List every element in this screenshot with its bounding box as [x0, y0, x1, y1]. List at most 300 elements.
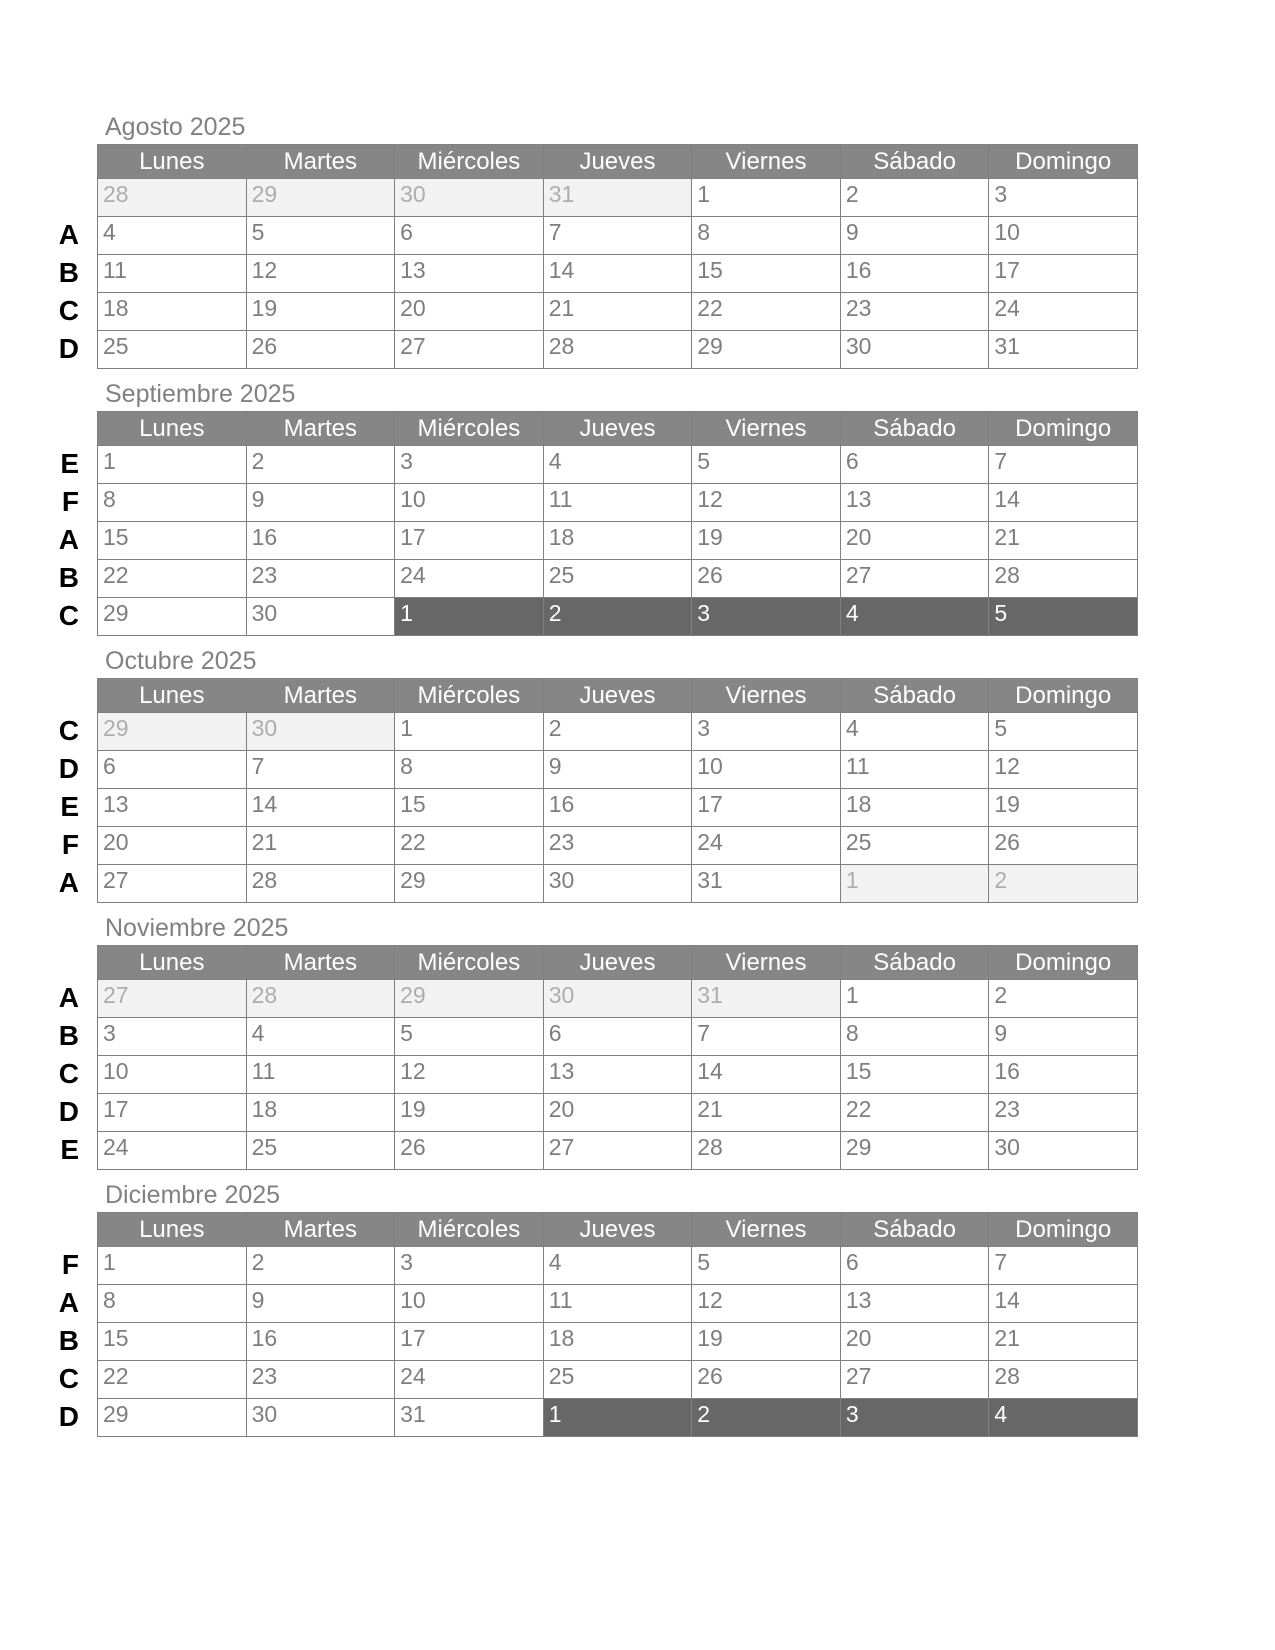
week-row — [98, 1247, 1138, 1285]
month-main — [97, 112, 1138, 369]
date-cell: 17 — [989, 255, 1138, 293]
weekday-header-row — [98, 946, 1138, 980]
calendar-table-body — [98, 1247, 1138, 1437]
date-cell: 13 — [543, 1056, 692, 1094]
date-cell: 13 — [98, 789, 247, 827]
week-letter-label: D — [58, 1401, 79, 1432]
weekday-header-cell: Jueves — [543, 1213, 692, 1247]
week-row — [98, 1399, 1138, 1437]
date-cell: 29 — [98, 598, 247, 636]
date-cell: 2 — [246, 446, 395, 484]
calendar-table — [97, 945, 1138, 1170]
date-cell: 2 — [840, 179, 989, 217]
month-title: Noviembre 2025 — [105, 914, 289, 942]
calendar-table-body — [98, 179, 1138, 369]
month-title: Octubre 2025 — [105, 647, 257, 675]
date-cell: 15 — [692, 255, 841, 293]
date-cell: 31 — [692, 980, 841, 1018]
date-cell: 18 — [98, 293, 247, 331]
weekday-header-cell: Domingo — [989, 145, 1138, 179]
date-cell: 16 — [246, 1323, 395, 1361]
date-cell: 30 — [543, 980, 692, 1018]
date-cell: 12 — [692, 1285, 841, 1323]
date-cell: 8 — [98, 1285, 247, 1323]
date-cell: 3 — [98, 1018, 247, 1056]
date-cell: 29 — [692, 331, 841, 369]
date-cell: 30 — [395, 179, 544, 217]
week-row — [98, 1285, 1138, 1323]
date-cell: 26 — [395, 1132, 544, 1170]
date-cell: 4 — [543, 1247, 692, 1285]
month-title: Septiembre 2025 — [105, 380, 296, 408]
weekday-header-cell: Domingo — [989, 679, 1138, 713]
date-cell: 14 — [989, 1285, 1138, 1323]
weekday-header-cell: Martes — [246, 145, 395, 179]
week-row — [98, 1018, 1138, 1056]
date-cell: 12 — [395, 1056, 544, 1094]
weekday-header-cell: Sábado — [840, 145, 989, 179]
date-cell: 13 — [395, 255, 544, 293]
date-cell: 7 — [989, 1247, 1138, 1285]
month-block — [0, 913, 1275, 1170]
month-main — [97, 646, 1138, 903]
date-cell: 14 — [989, 484, 1138, 522]
week-row — [98, 293, 1138, 331]
date-cell: 12 — [989, 751, 1138, 789]
date-cell: 12 — [246, 255, 395, 293]
weekday-header-cell: Viernes — [692, 679, 841, 713]
weekday-header-cell: Miércoles — [395, 946, 544, 980]
calendar-table-head — [98, 1213, 1138, 1247]
date-cell: 3 — [692, 598, 841, 636]
weekday-header-cell: Domingo — [989, 946, 1138, 980]
weekday-header-cell: Domingo — [989, 1213, 1138, 1247]
date-cell: 10 — [395, 484, 544, 522]
date-cell: 2 — [692, 1399, 841, 1437]
date-cell: 11 — [543, 1285, 692, 1323]
week-letter-label: A — [58, 982, 79, 1013]
week-row — [98, 179, 1138, 217]
months-container — [0, 112, 1275, 1437]
date-cell: 13 — [840, 1285, 989, 1323]
date-cell: 24 — [395, 560, 544, 598]
date-cell: 1 — [840, 865, 989, 903]
date-cell: 22 — [692, 293, 841, 331]
weekday-header-cell: Jueves — [543, 946, 692, 980]
weekday-header-cell: Lunes — [98, 946, 247, 980]
date-cell: 5 — [692, 1247, 841, 1285]
date-cell: 20 — [395, 293, 544, 331]
month-block — [0, 646, 1275, 903]
date-cell: 15 — [395, 789, 544, 827]
week-row — [98, 751, 1138, 789]
date-cell: 21 — [989, 1323, 1138, 1361]
week-row — [98, 865, 1138, 903]
month-main — [97, 1180, 1138, 1437]
month-title: Agosto 2025 — [105, 113, 246, 141]
date-cell: 25 — [543, 1361, 692, 1399]
date-cell: 19 — [246, 293, 395, 331]
date-cell: 31 — [989, 331, 1138, 369]
date-cell: 15 — [98, 522, 247, 560]
week-letter-gutter — [0, 1180, 97, 1437]
date-cell: 16 — [840, 255, 989, 293]
week-letter-label: B — [58, 1020, 79, 1051]
week-letter-label: A — [58, 1287, 79, 1318]
date-cell: 28 — [543, 331, 692, 369]
date-cell: 10 — [395, 1285, 544, 1323]
weekday-header-row — [98, 679, 1138, 713]
date-cell: 27 — [543, 1132, 692, 1170]
date-cell: 16 — [543, 789, 692, 827]
date-cell: 11 — [840, 751, 989, 789]
week-letter-label: E — [60, 1134, 79, 1165]
week-letter-label: A — [58, 867, 79, 898]
date-cell: 2 — [543, 713, 692, 751]
date-cell: 29 — [98, 713, 247, 751]
date-cell: 20 — [543, 1094, 692, 1132]
week-letter-label: F — [61, 486, 79, 517]
date-cell: 4 — [543, 446, 692, 484]
gutter-spacer — [0, 379, 97, 445]
date-cell: 7 — [543, 217, 692, 255]
date-cell: 6 — [840, 1247, 989, 1285]
date-cell: 11 — [543, 484, 692, 522]
date-cell: 28 — [246, 865, 395, 903]
weekday-header-cell: Lunes — [98, 679, 247, 713]
date-cell: 4 — [840, 598, 989, 636]
date-cell: 8 — [395, 751, 544, 789]
date-cell: 23 — [543, 827, 692, 865]
date-cell: 1 — [395, 598, 544, 636]
week-letter-label: D — [58, 753, 79, 784]
weekday-header-row — [98, 1213, 1138, 1247]
weekday-header-cell: Sábado — [840, 946, 989, 980]
date-cell: 1 — [692, 179, 841, 217]
date-cell: 3 — [989, 179, 1138, 217]
date-cell: 27 — [98, 980, 247, 1018]
date-cell: 31 — [692, 865, 841, 903]
week-letter-label: E — [60, 791, 79, 822]
gutter-spacer — [0, 913, 97, 979]
date-cell: 1 — [543, 1399, 692, 1437]
week-letter-label: B — [58, 257, 79, 288]
gutter-spacer — [0, 1180, 97, 1246]
date-cell: 7 — [989, 446, 1138, 484]
date-cell: 18 — [840, 789, 989, 827]
calendar-table-body — [98, 446, 1138, 636]
date-cell: 3 — [840, 1399, 989, 1437]
date-cell: 21 — [692, 1094, 841, 1132]
date-cell: 3 — [395, 1247, 544, 1285]
date-cell: 22 — [840, 1094, 989, 1132]
date-cell: 29 — [395, 865, 544, 903]
weekday-header-cell: Miércoles — [395, 145, 544, 179]
date-cell: 4 — [246, 1018, 395, 1056]
weekday-header-cell: Viernes — [692, 1213, 841, 1247]
weekday-header-cell: Jueves — [543, 145, 692, 179]
date-cell: 6 — [98, 751, 247, 789]
week-row — [98, 255, 1138, 293]
date-cell: 6 — [543, 1018, 692, 1056]
calendar-table-body — [98, 980, 1138, 1170]
date-cell: 25 — [840, 827, 989, 865]
month-main — [97, 379, 1138, 636]
date-cell: 9 — [989, 1018, 1138, 1056]
date-cell: 9 — [543, 751, 692, 789]
week-row — [98, 1323, 1138, 1361]
weekday-header-cell: Martes — [246, 412, 395, 446]
date-cell: 17 — [98, 1094, 247, 1132]
date-cell: 11 — [246, 1056, 395, 1094]
weekday-header-cell: Lunes — [98, 145, 247, 179]
date-cell: 7 — [692, 1018, 841, 1056]
date-cell: 6 — [840, 446, 989, 484]
date-cell: 28 — [989, 1361, 1138, 1399]
week-letter-label: A — [58, 524, 79, 555]
week-letter-label: A — [58, 219, 79, 250]
date-cell: 31 — [395, 1399, 544, 1437]
week-letter-label: C — [58, 600, 79, 631]
week-letter-label: D — [58, 1096, 79, 1127]
weekday-header-cell: Lunes — [98, 1213, 247, 1247]
date-cell: 26 — [692, 560, 841, 598]
date-cell: 25 — [246, 1132, 395, 1170]
calendar-table-body — [98, 713, 1138, 903]
week-letter-label: B — [58, 562, 79, 593]
calendar-table-head — [98, 412, 1138, 446]
date-cell: 20 — [840, 1323, 989, 1361]
date-cell: 19 — [692, 522, 841, 560]
date-cell: 22 — [98, 560, 247, 598]
weekday-header-cell: Lunes — [98, 412, 247, 446]
date-cell: 27 — [395, 331, 544, 369]
week-letter-label: F — [61, 1249, 79, 1280]
week-row — [98, 1361, 1138, 1399]
weekday-header-cell: Jueves — [543, 412, 692, 446]
date-cell: 21 — [989, 522, 1138, 560]
weekday-header-cell: Martes — [246, 946, 395, 980]
calendar-table — [97, 411, 1138, 636]
week-row — [98, 446, 1138, 484]
week-letter-label: D — [58, 333, 79, 364]
calendar-table-head — [98, 145, 1138, 179]
date-cell: 28 — [692, 1132, 841, 1170]
date-cell: 23 — [246, 560, 395, 598]
date-cell: 5 — [692, 446, 841, 484]
date-cell: 17 — [395, 1323, 544, 1361]
week-letter-gutter — [0, 112, 97, 369]
date-cell: 26 — [989, 827, 1138, 865]
date-cell: 10 — [692, 751, 841, 789]
date-cell: 12 — [692, 484, 841, 522]
date-cell: 4 — [98, 217, 247, 255]
date-cell: 11 — [98, 255, 247, 293]
date-cell: 21 — [543, 293, 692, 331]
weekday-header-cell: Viernes — [692, 412, 841, 446]
month-block — [0, 379, 1275, 636]
weekday-header-cell: Miércoles — [395, 412, 544, 446]
date-cell: 25 — [98, 331, 247, 369]
date-cell: 30 — [543, 865, 692, 903]
week-row — [98, 713, 1138, 751]
date-cell: 14 — [543, 255, 692, 293]
date-cell: 30 — [989, 1132, 1138, 1170]
week-row — [98, 1094, 1138, 1132]
date-cell: 24 — [692, 827, 841, 865]
weekday-header-cell: Martes — [246, 679, 395, 713]
date-cell: 1 — [98, 1247, 247, 1285]
week-letter-gutter — [0, 379, 97, 636]
week-row — [98, 331, 1138, 369]
date-cell: 17 — [692, 789, 841, 827]
date-cell: 9 — [246, 484, 395, 522]
weekday-header-row — [98, 145, 1138, 179]
gutter-spacer — [0, 646, 97, 712]
date-cell: 29 — [98, 1399, 247, 1437]
date-cell: 4 — [989, 1399, 1138, 1437]
date-cell: 10 — [98, 1056, 247, 1094]
date-cell: 8 — [98, 484, 247, 522]
date-cell: 5 — [395, 1018, 544, 1056]
date-cell: 15 — [840, 1056, 989, 1094]
date-cell: 20 — [98, 827, 247, 865]
date-cell: 29 — [840, 1132, 989, 1170]
calendar-table — [97, 1212, 1138, 1437]
weekday-header-row — [98, 412, 1138, 446]
date-cell: 21 — [246, 827, 395, 865]
date-cell: 18 — [543, 1323, 692, 1361]
date-cell: 10 — [989, 217, 1138, 255]
date-cell: 16 — [246, 522, 395, 560]
date-cell: 2 — [989, 980, 1138, 1018]
month-main — [97, 913, 1138, 1170]
date-cell: 4 — [840, 713, 989, 751]
date-cell: 28 — [98, 179, 247, 217]
date-cell: 29 — [246, 179, 395, 217]
weekday-header-cell: Miércoles — [395, 1213, 544, 1247]
weekday-header-cell: Miércoles — [395, 679, 544, 713]
date-cell: 8 — [692, 217, 841, 255]
date-cell: 19 — [692, 1323, 841, 1361]
date-cell: 1 — [395, 713, 544, 751]
date-cell: 18 — [543, 522, 692, 560]
date-cell: 25 — [543, 560, 692, 598]
date-cell: 30 — [246, 1399, 395, 1437]
week-row — [98, 1056, 1138, 1094]
month-block — [0, 1180, 1275, 1437]
date-cell: 2 — [989, 865, 1138, 903]
date-cell: 1 — [98, 446, 247, 484]
calendar-table-head — [98, 679, 1138, 713]
date-cell: 26 — [246, 331, 395, 369]
week-letter-gutter — [0, 913, 97, 1170]
date-cell: 23 — [840, 293, 989, 331]
date-cell: 5 — [989, 713, 1138, 751]
date-cell: 31 — [543, 179, 692, 217]
date-cell: 28 — [246, 980, 395, 1018]
week-letter-label: E — [60, 448, 79, 479]
date-cell: 13 — [840, 484, 989, 522]
date-cell: 28 — [989, 560, 1138, 598]
weekday-header-cell: Viernes — [692, 145, 841, 179]
week-letter-gutter — [0, 646, 97, 903]
date-cell: 3 — [395, 446, 544, 484]
date-cell: 5 — [989, 598, 1138, 636]
week-row — [98, 1132, 1138, 1170]
month-block — [0, 112, 1275, 369]
week-letter-label: B — [58, 1325, 79, 1356]
calendar-table — [97, 144, 1138, 369]
gutter-spacer — [0, 112, 97, 178]
date-cell: 9 — [246, 1285, 395, 1323]
week-letter-label: F — [61, 829, 79, 860]
date-cell: 26 — [692, 1361, 841, 1399]
date-cell: 20 — [840, 522, 989, 560]
date-cell: 8 — [840, 1018, 989, 1056]
weekday-header-cell: Martes — [246, 1213, 395, 1247]
date-cell: 30 — [840, 331, 989, 369]
date-cell: 15 — [98, 1323, 247, 1361]
date-cell: 22 — [98, 1361, 247, 1399]
date-cell: 7 — [246, 751, 395, 789]
weekday-header-cell: Viernes — [692, 946, 841, 980]
date-cell: 5 — [246, 217, 395, 255]
date-cell: 6 — [395, 217, 544, 255]
weekday-header-cell: Sábado — [840, 679, 989, 713]
date-cell: 29 — [395, 980, 544, 1018]
week-row — [98, 560, 1138, 598]
date-cell: 30 — [246, 713, 395, 751]
date-cell: 1 — [840, 980, 989, 1018]
week-row — [98, 789, 1138, 827]
week-row — [98, 217, 1138, 255]
week-letter-label: C — [58, 715, 79, 746]
date-cell: 22 — [395, 827, 544, 865]
date-cell: 27 — [98, 865, 247, 903]
date-cell: 27 — [840, 560, 989, 598]
date-cell: 3 — [692, 713, 841, 751]
date-cell: 24 — [989, 293, 1138, 331]
week-letter-label: C — [58, 1058, 79, 1089]
date-cell: 2 — [543, 598, 692, 636]
date-cell: 14 — [692, 1056, 841, 1094]
week-row — [98, 980, 1138, 1018]
weekday-header-cell: Domingo — [989, 412, 1138, 446]
week-row — [98, 827, 1138, 865]
month-title: Diciembre 2025 — [105, 1181, 281, 1209]
date-cell: 27 — [840, 1361, 989, 1399]
date-cell: 24 — [395, 1361, 544, 1399]
week-row — [98, 522, 1138, 560]
date-cell: 17 — [395, 522, 544, 560]
date-cell: 18 — [246, 1094, 395, 1132]
date-cell: 14 — [246, 789, 395, 827]
date-cell: 19 — [395, 1094, 544, 1132]
date-cell: 9 — [840, 217, 989, 255]
week-letter-label — [0, 178, 97, 216]
calendar-table-head — [98, 946, 1138, 980]
weekday-header-cell: Sábado — [840, 1213, 989, 1247]
calendar-table — [97, 678, 1138, 903]
date-cell: 30 — [246, 598, 395, 636]
date-cell: 16 — [989, 1056, 1138, 1094]
weekday-header-cell: Jueves — [543, 679, 692, 713]
week-row — [98, 598, 1138, 636]
week-letter-label: C — [58, 1363, 79, 1394]
date-cell: 23 — [246, 1361, 395, 1399]
date-cell: 19 — [989, 789, 1138, 827]
